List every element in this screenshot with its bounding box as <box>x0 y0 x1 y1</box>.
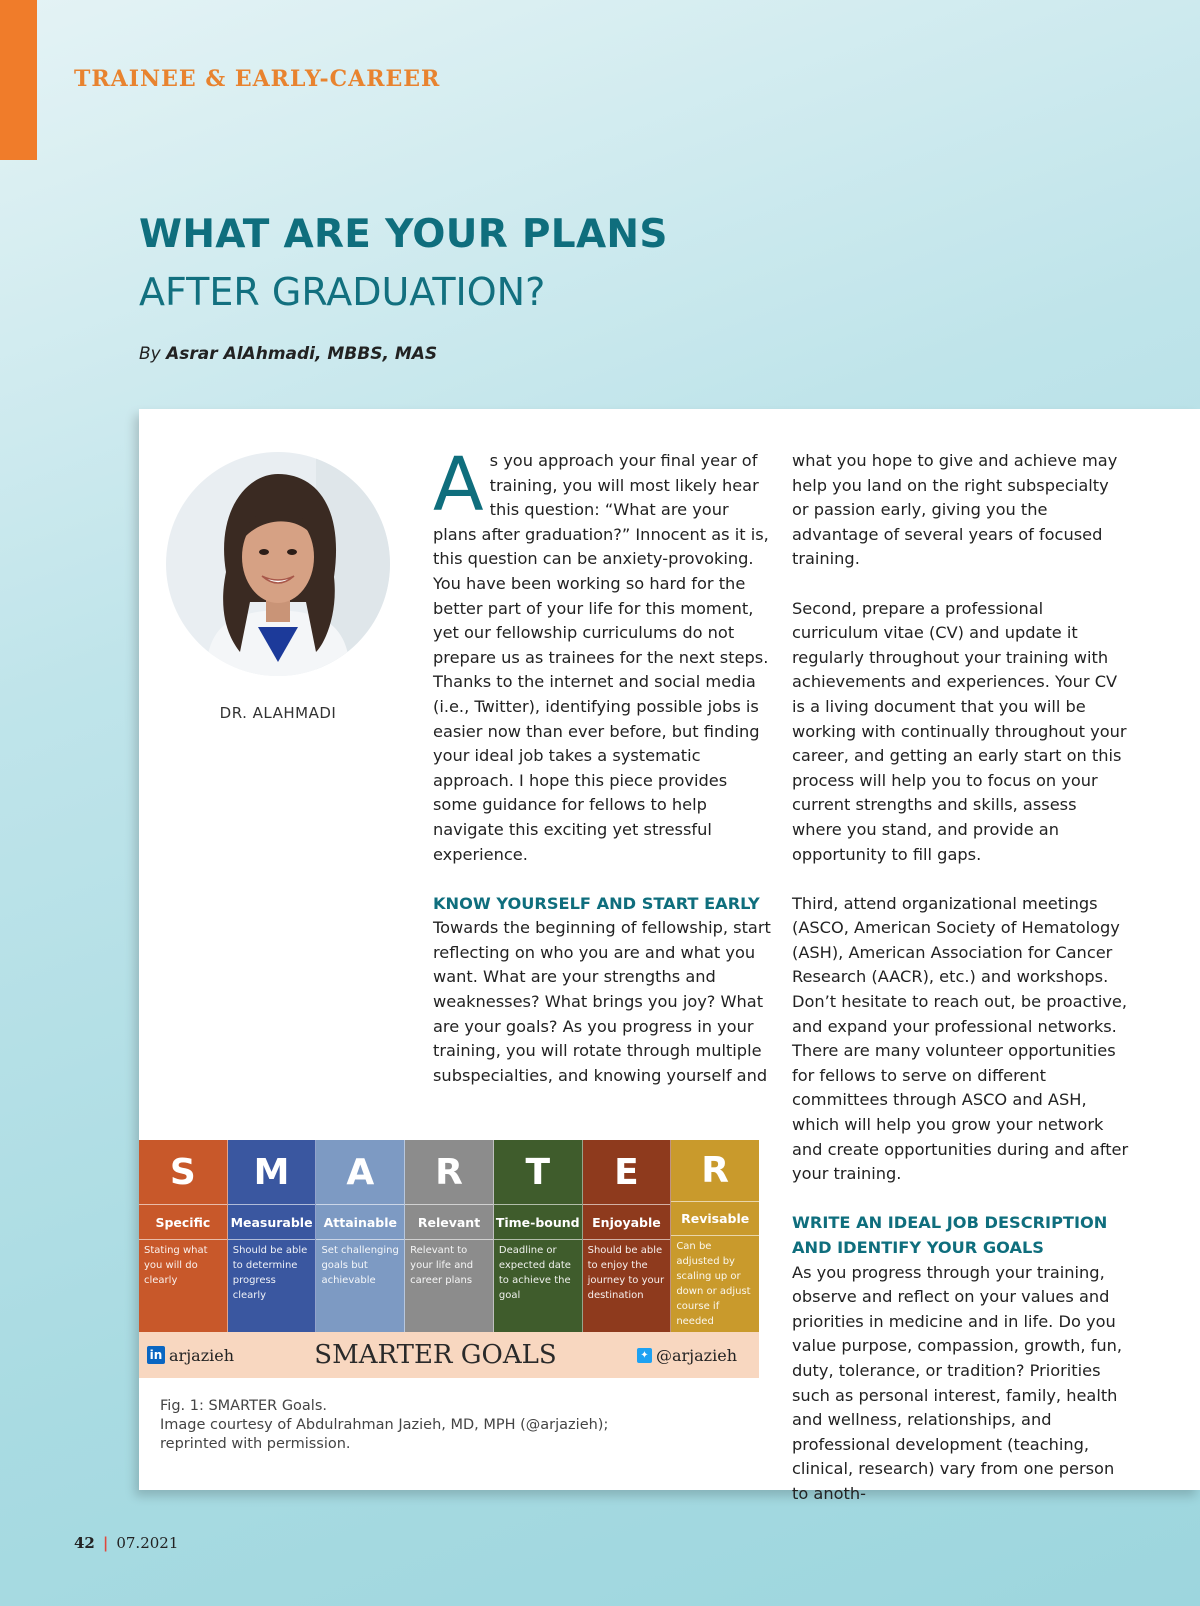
author-photo <box>166 452 390 676</box>
figure-caption-line: reprinted with permission. <box>160 1436 351 1452</box>
article-title: WHAT ARE YOUR PLANS <box>139 212 668 257</box>
smarter-banner: SMARTER GOALS <box>314 1340 557 1370</box>
article-subtitle: AFTER GRADUATION? <box>139 270 546 314</box>
smarter-word: Attainable <box>316 1205 404 1240</box>
smarter-grid <box>139 1140 759 1332</box>
paragraph-text: what you hope to give and achieve may help you land on the right subspecialty or passion early, giving you the advantage of several years of focused training. <box>792 451 1118 569</box>
folio-separator: | <box>102 1534 109 1552</box>
section-label: TRAINEE & EARLY-CAREER <box>74 66 441 92</box>
smarter-letter: S <box>139 1140 227 1205</box>
twitter-handle <box>637 1346 737 1365</box>
smarter-column <box>228 1140 317 1332</box>
smarter-letter: E <box>583 1140 671 1205</box>
smarter-word: Revisable <box>671 1202 759 1236</box>
article-column-2 <box>792 449 1130 1507</box>
linkedin-handle <box>147 1346 234 1365</box>
smarter-word: Specific <box>139 1205 227 1240</box>
paragraph-know-yourself <box>433 916 771 1088</box>
smarter-description: Stating what you will do clearly <box>144 1245 208 1286</box>
twitter-icon: ✦ <box>637 1348 652 1363</box>
smarter-column <box>494 1140 583 1332</box>
issue-date: 07.2021 <box>116 1534 179 1552</box>
smarter-word: Measurable <box>228 1205 316 1240</box>
paragraph-cv: Second, prepare a professional curriculum vitae (CV) and update it regularly throughout your training with achievements and experiences. Your CV is a living document that you will be working with continually throughout your career, and getting an early start on this process will help you to focus on your current strengths and skills, assess where you stand, and provide an opportunity to fill gaps. <box>792 598 1127 864</box>
intro-text: s you approach your final year of training, you will most likely hear this question: “What are your plans after graduation?” Innocent as it is, this question can be anxiety-provoking. You have been working so hard for the better part of your life for this moment, yet our fellowship curriculums do not prepare us as trainees for the next steps. Thanks to the internet and social media (i.e., Twitter), identifying possible jobs is easier now than ever before, but finding your ideal job takes a systematic approach. I hope this piece provides some guidance for fellows to help navigate this exciting yet stressful experience. <box>433 451 769 864</box>
byline-author: Asrar AlAhmadi, MBBS, MAS <box>166 344 438 364</box>
smarter-description: Relevant to your life and career plans <box>410 1245 474 1286</box>
smarter-letter: R <box>405 1140 493 1205</box>
smarter-description: Should be able to determine progress clearly <box>232 1245 308 1301</box>
section-color-tab <box>0 0 37 160</box>
linkedin-icon: in <box>147 1346 165 1364</box>
subheading-job-description: WRITE AN IDEAL JOB DESCRIPTION AND IDENTIFY YOUR GOALS <box>792 1213 1108 1257</box>
smarter-column <box>671 1140 759 1332</box>
page-number: 42 <box>74 1534 95 1552</box>
figure-caption <box>160 1397 720 1454</box>
linkedin-handle-text: arjazieh <box>169 1345 235 1365</box>
smarter-description: Should be able to enjoy the journey to your destination <box>587 1245 665 1301</box>
smarter-description: Can be adjusted by scaling up or down or adjust course if needed <box>676 1241 751 1327</box>
smarter-description: Deadline or expected date to achieve the goal <box>498 1245 571 1301</box>
figure-caption-line: Image courtesy of Abdulrahman Jazieh, MD, MPH (@arjazieh); <box>160 1417 609 1433</box>
dropcap: A <box>433 442 484 528</box>
article-column-1 <box>433 442 771 1088</box>
smarter-word: Enjoyable <box>583 1205 671 1240</box>
smarter-column <box>405 1140 494 1332</box>
smarter-letter: A <box>316 1140 404 1205</box>
byline <box>139 344 437 364</box>
smarter-footer <box>139 1332 759 1378</box>
smarter-letter: R <box>671 1140 759 1202</box>
paragraph-text: Towards the beginning of fellowship, start reflecting on who you are and what you want. What are your strengths and weaknesses? What brings you joy? What are your goals? As you progress in your training, you will rotate through multiple subspecialties, and knowing yourself and <box>433 918 771 1085</box>
twitter-handle-text: @arjazieh <box>655 1345 737 1365</box>
smarter-column <box>139 1140 228 1332</box>
figure-caption-line: Fig. 1: SMARTER Goals. <box>160 1398 327 1414</box>
smarter-word: Time-bound <box>494 1205 582 1240</box>
smarter-letter: M <box>228 1140 316 1205</box>
photo-caption: DR. ALAHMADI <box>219 704 337 722</box>
smarter-column <box>316 1140 405 1332</box>
byline-prefix: By <box>139 344 161 364</box>
intro-paragraph <box>433 442 771 867</box>
smarter-word: Relevant <box>405 1205 493 1240</box>
smarter-goals-figure <box>139 1140 759 1380</box>
page-folio <box>74 1534 178 1552</box>
smarter-letter: T <box>494 1140 582 1205</box>
smarter-description: Set challenging goals but achievable <box>321 1245 399 1286</box>
paragraph-meetings: Third, attend organizational meetings (ASCO, American Society of Hematology (ASH), American Association for Cancer Research (AACR), etc.) and workshops. Don’t hesitate to reach out, be proactive, and expand your professional networks. There are many volunteer opportunities for fellows to serve on different committees through ASCO and ASH, which will help you grow your network and create opportunities during and after your training. <box>792 893 1129 1184</box>
smarter-column <box>583 1140 672 1332</box>
paragraph-continued <box>792 449 1130 572</box>
paragraph-values: As you progress through your training, observe and reflect on your values and priorities in medicine and in life. Do you value purpose, compassion, growth, fun, duty, tolerance, or tradition? Priorities such as personal interest, family, health and wellness, relationships, and professional development (teaching, clinical, research) vary from one person to anoth- <box>792 1262 1122 1503</box>
subheading-know-yourself: KNOW YOURSELF AND START EARLY <box>433 893 760 913</box>
